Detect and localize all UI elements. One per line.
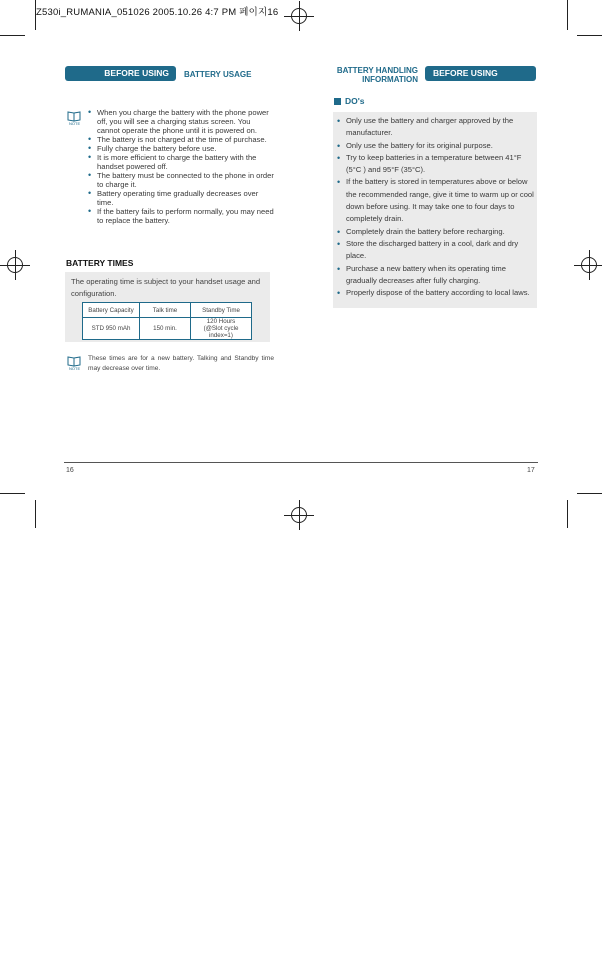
list-item: • Only use the battery and charger approved by the manufacturer. <box>337 115 534 140</box>
crop-mark <box>0 493 25 494</box>
table-row <box>83 303 252 318</box>
crop-mark <box>35 500 36 528</box>
crop-mark <box>567 0 568 30</box>
registration-mark <box>284 500 314 530</box>
svg-text:NOTE: NOTE <box>69 366 81 370</box>
table-header: Standby Time <box>191 303 252 318</box>
list-item: • Completely drain the battery before recharging. <box>337 226 534 238</box>
crop-mark <box>577 493 602 494</box>
registration-mark <box>0 250 30 280</box>
page-number-right: 17 <box>527 467 535 474</box>
battery-times-intro: The operating time is subject to your handset usage and configuration. <box>71 277 261 298</box>
dos-list <box>337 115 534 299</box>
list-item: • It is more efficient to charge the battery with the handset powered off. <box>88 153 274 171</box>
list-item: • Only use the battery for its original purpose. <box>337 140 534 152</box>
list-item: • If the battery fails to perform normally, you may need to replace the battery. <box>88 207 274 225</box>
battery-usage-list <box>88 108 274 225</box>
table-cell: 150 min. <box>140 318 191 340</box>
section-bar-label: BEFORE USING <box>104 68 169 78</box>
list-item: • If the battery is stored in temperatures above or below the recommended range, give it time to warm up or cool down before using. It may take one to four days to completely drain. <box>337 176 534 225</box>
footer-rule <box>64 462 538 463</box>
list-item: • The battery is not charged at the time of purchase. <box>88 135 274 144</box>
list-item: • When you charge the battery with the phone power off, you will see a charging status screen. You cannot operate the phone until it is powered on. <box>88 108 274 135</box>
list-item: • Properly dispose of the battery according to local laws. <box>337 287 534 299</box>
note-book-icon <box>67 110 82 125</box>
section-subtitle: BATTERY USAGE <box>184 70 252 79</box>
dos-heading: DO's <box>345 96 365 106</box>
section-bar <box>65 66 176 81</box>
table-header: Battery Capacity <box>83 303 140 318</box>
section-subtitle-line1: BATTERY HANDLING <box>336 66 418 75</box>
table-cell <box>191 318 252 340</box>
list-item: • Purchase a new battery when its operating time gradually decreases after fully charging. <box>337 263 534 288</box>
table-header: Talk time <box>140 303 191 318</box>
page-number-left: 16 <box>66 467 74 474</box>
table-cell-line: (@Slot cycle index=1) <box>203 325 239 339</box>
crop-mark <box>35 0 36 30</box>
svg-text:NOTE: NOTE <box>69 121 81 125</box>
list-item: • Try to keep batteries in a temperature between 41°F (5°C ) and 95°F (35°C). <box>337 152 534 177</box>
list-item: • The battery must be connected to the phone in order to charge it. <box>88 171 274 189</box>
list-item: • Store the discharged battery in a cool, dark and dry place. <box>337 238 534 263</box>
registration-mark <box>284 1 314 31</box>
table-cell: STD 950 mAh <box>83 318 140 340</box>
note-text: These times are for a new battery. Talking and Standby time may decrease over time. <box>88 355 274 372</box>
section-bar-label: BEFORE USING <box>433 68 498 78</box>
print-header: Z530i_RUMANIA_051026 2005.10.26 4:7 PM 페이지16 <box>36 7 279 18</box>
list-item: • Fully charge the battery before use. <box>88 144 274 153</box>
list-item: • Battery operating time gradually decreases over time. <box>88 189 274 207</box>
crop-mark <box>567 500 568 528</box>
crop-mark <box>577 35 602 36</box>
battery-times-heading: BATTERY TIMES <box>66 258 134 268</box>
section-subtitle-line2: INFORMATION <box>362 75 418 84</box>
note-book-icon <box>67 355 82 370</box>
table-cell-line: 120 Hours <box>206 318 236 325</box>
section-bar <box>425 66 536 81</box>
square-bullet-icon <box>334 98 341 105</box>
table-row <box>83 318 252 340</box>
battery-times-table <box>82 302 252 340</box>
crop-mark <box>0 35 25 36</box>
registration-mark <box>574 250 602 280</box>
